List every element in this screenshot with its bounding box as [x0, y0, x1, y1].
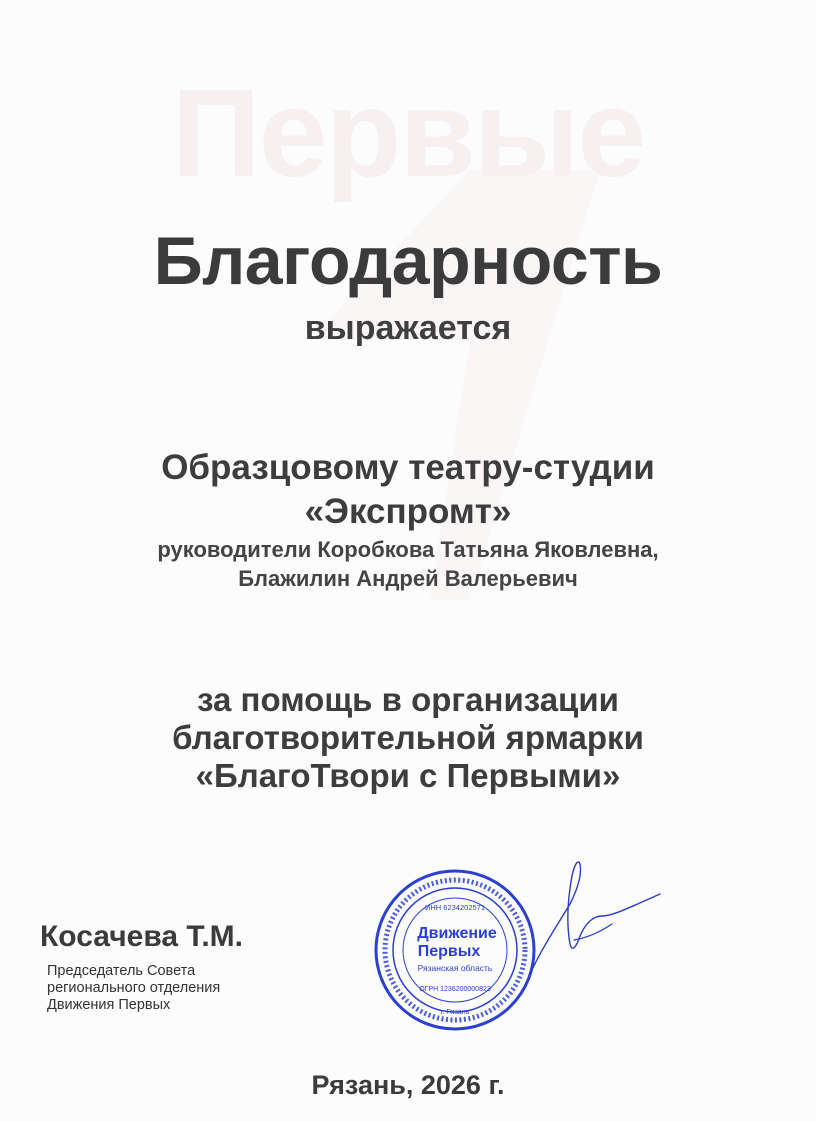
signer-title-line-1: Председатель Совета	[47, 963, 196, 979]
signer-title-line-3: Движения Первых	[47, 997, 171, 1013]
stamp-line-1: Движение	[417, 925, 497, 942]
leaders-line-2: Блажилин Андрей Валерьевич	[238, 566, 578, 591]
leaders-block	[0, 535, 816, 593]
organization-seal	[373, 868, 537, 1032]
stamp-city: г. Рязань	[440, 1009, 470, 1016]
signer-title-line-2: регионального отделения	[47, 980, 221, 996]
signer-title	[47, 963, 220, 1014]
page-subtitle: выражается	[304, 309, 512, 347]
stamp-region: Рязанская область	[417, 963, 493, 973]
leaders-line-1: руководители Коробкова Татьяна Яковлевна,	[157, 537, 659, 562]
stamp-inn: ИНН 6234202571	[424, 903, 486, 912]
footer-city-year: Рязань, 2026 г.	[311, 1070, 505, 1100]
page-title: Благодарность	[153, 223, 663, 299]
recipient-block	[0, 446, 816, 534]
stamp-ogrn: ОГРН 1236200000823	[419, 986, 491, 993]
stamp-line-2: Первых	[417, 943, 481, 960]
reason-line-1: за помощь в организации	[197, 681, 619, 718]
handwritten-signature	[520, 852, 670, 980]
recipient-line-2: «Экспромт»	[304, 492, 512, 531]
signer-name: Косачева Т.М.	[40, 920, 243, 953]
reason-block	[0, 681, 816, 795]
recipient-line-1: Образцовому театру-студии	[161, 448, 655, 487]
reason-line-3: «БлагоТвори с Первыми»	[195, 757, 621, 794]
watermark-text: Первые	[171, 65, 645, 203]
reason-line-2: благотворительной ярмарки	[172, 719, 644, 756]
